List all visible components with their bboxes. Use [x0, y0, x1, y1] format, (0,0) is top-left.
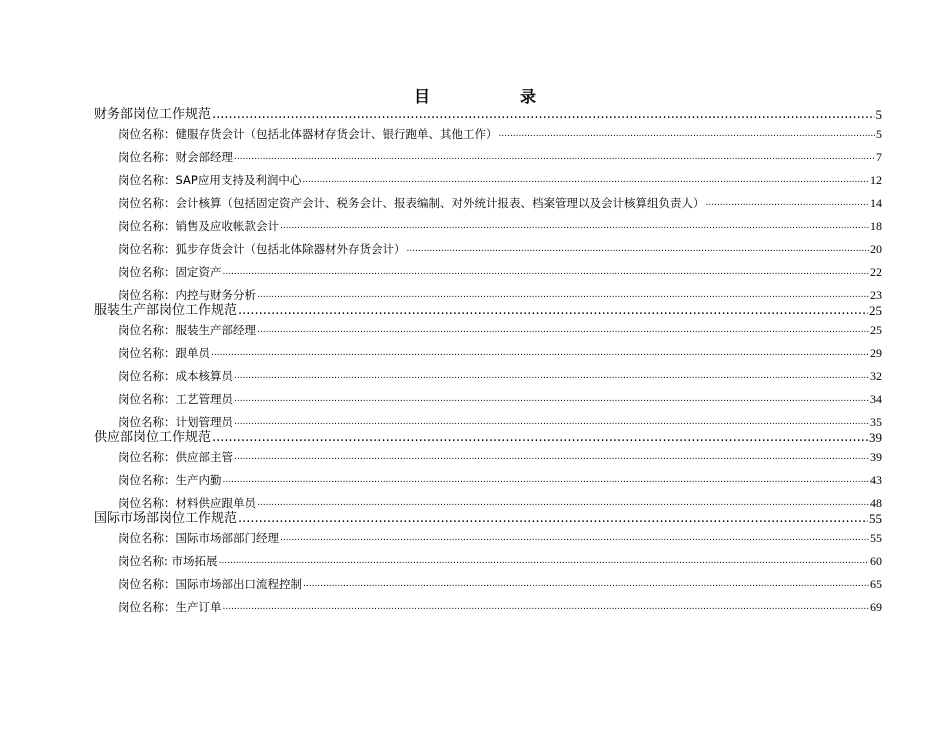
toc-subsection-entry[interactable]: [94, 124, 882, 146]
toc-entry-label: 岗位名称：国际市场部部门经理: [118, 531, 279, 545]
toc-section-entry[interactable]: [94, 302, 882, 320]
toc-dot-leader: [234, 146, 875, 169]
toc-subsection-entry[interactable]: [94, 596, 882, 619]
toc-page-number: 39: [869, 430, 882, 445]
toc-subsection-entry[interactable]: [94, 365, 882, 388]
toc-dot-leader: [234, 446, 869, 469]
toc-entry-label: 供应部岗位工作规范: [94, 430, 212, 445]
toc-page-number: 29: [870, 346, 882, 360]
toc-page-number: 39: [870, 450, 882, 464]
toc-entry-label: 岗位名称：狐步存货会计（包括北体除器材外存货会计）: [118, 242, 406, 256]
toc-dot-leader: [223, 469, 870, 492]
toc-entry-label: 岗位名称：供应部主管: [118, 450, 233, 464]
toc-dot-leader: [280, 215, 869, 238]
table-of-contents: [94, 106, 882, 619]
toc-entry-label: 岗位名称：SAP应用支持及利润中心: [118, 173, 302, 187]
toc-dot-leader: [223, 596, 870, 619]
toc-title-part1: 目: [413, 87, 430, 106]
toc-dot-leader: [219, 550, 869, 573]
toc-page-number: 55: [870, 531, 882, 545]
toc-entry-label: 岗位名称：服装生产部经理: [118, 323, 256, 337]
toc-entry-label: 岗位名称：材料供应跟单员: [118, 496, 256, 510]
toc-page-number: 32: [870, 369, 882, 383]
toc-subsection-entry[interactable]: [94, 238, 882, 261]
toc-dot-leader: [238, 510, 868, 528]
toc-subsection-entry[interactable]: [94, 342, 882, 365]
toc-dot-leader: [706, 192, 870, 215]
toc-dot-leader: [238, 302, 868, 320]
toc-dot-leader: [303, 573, 869, 596]
toc-page-number: 23: [870, 288, 882, 302]
toc-title: [0, 86, 950, 108]
toc-page-number: 12: [870, 173, 882, 187]
toc-page-number: 55: [869, 511, 882, 526]
toc-page-number: 25: [870, 323, 882, 337]
toc-subsection-entry[interactable]: [94, 169, 882, 192]
toc-entry-label: 岗位名称：生产内勤: [118, 473, 222, 487]
toc-section-entry[interactable]: [94, 106, 882, 124]
toc-section-entry[interactable]: [94, 429, 882, 447]
toc-entry-label: 岗位名称：生产订单: [118, 600, 222, 614]
toc-entry-label: 国际市场部岗位工作规范: [94, 511, 238, 526]
toc-subsection-entry[interactable]: [94, 573, 882, 596]
toc-dot-leader: [212, 429, 868, 447]
toc-entry-label: 岗位名称：成本核算员: [118, 369, 233, 383]
toc-subsection-entry[interactable]: [94, 550, 882, 573]
toc-dot-leader: [212, 106, 874, 124]
toc-page-number: 7: [876, 150, 882, 164]
toc-title-part2: 录: [520, 87, 537, 106]
toc-dot-leader: [234, 388, 869, 411]
toc-subsection-entry[interactable]: [94, 146, 882, 169]
toc-entry-label: 岗位名称：内控与财务分析: [118, 288, 256, 302]
toc-page-number: 25: [869, 303, 882, 318]
toc-page-number: 22: [870, 265, 882, 279]
toc-page-number: 34: [870, 392, 882, 406]
toc-entry-label: 岗位名称：财会部经理: [118, 150, 233, 164]
toc-entry-label: 岗位名称：健服存货会计（包括北体器材存货会计、银行跑单、其他工作）: [118, 127, 498, 141]
toc-subsection-entry[interactable]: [94, 447, 882, 469]
toc-dot-leader: [234, 365, 869, 388]
toc-dot-leader: [257, 319, 869, 342]
toc-dot-leader: [407, 238, 870, 261]
toc-subsection-entry[interactable]: [94, 192, 882, 215]
toc-page-number: 5: [876, 127, 882, 141]
toc-entry-label: 岗位名称：固定资产: [118, 265, 222, 279]
toc-entry-label: 岗位名称：跟单员: [118, 346, 210, 360]
toc-entry-label: 岗位名称：计划管理员: [118, 415, 233, 429]
toc-entry-label: 岗位名称：会计核算（包括固定资产会计、税务会计、报表编制、对外统计报表、档案管理以及会计核算组负责人）: [118, 196, 705, 210]
toc-page-number: 48: [870, 496, 882, 510]
toc-subsection-entry[interactable]: [94, 320, 882, 342]
toc-entry-label: 岗位名称：国际市场部出口流程控制: [118, 577, 302, 591]
toc-entry-label: 岗位名称: 市场拓展: [118, 554, 218, 568]
toc-page-number: 43: [870, 473, 882, 487]
toc-subsection-entry[interactable]: [94, 528, 882, 550]
toc-page-number: 18: [870, 219, 882, 233]
toc-subsection-entry[interactable]: [94, 388, 882, 411]
toc-page-number: 69: [870, 600, 882, 614]
toc-subsection-entry[interactable]: [94, 469, 882, 492]
toc-page-number: 14: [870, 196, 882, 210]
toc-entry-label: 岗位名称：销售及应收帐款会计: [118, 219, 279, 233]
toc-entry-label: 服装生产部岗位工作规范: [94, 303, 238, 318]
toc-section-entry[interactable]: [94, 510, 882, 528]
toc-page-number: 35: [870, 415, 882, 429]
toc-entry-label: 岗位名称：工艺管理员: [118, 392, 233, 406]
toc-entry-label: 财务部岗位工作规范: [94, 107, 212, 122]
toc-page-number: 5: [875, 107, 882, 122]
toc-page-number: 20: [870, 242, 882, 256]
toc-dot-leader: [302, 169, 869, 192]
toc-dot-leader: [223, 261, 870, 284]
toc-subsection-entry[interactable]: [94, 215, 882, 238]
toc-subsection-entry[interactable]: [94, 261, 882, 284]
toc-dot-leader: [499, 123, 876, 146]
toc-page-number: 60: [870, 554, 882, 568]
toc-dot-leader: [280, 527, 869, 550]
toc-page-number: 65: [870, 577, 882, 591]
toc-dot-leader: [211, 342, 869, 365]
